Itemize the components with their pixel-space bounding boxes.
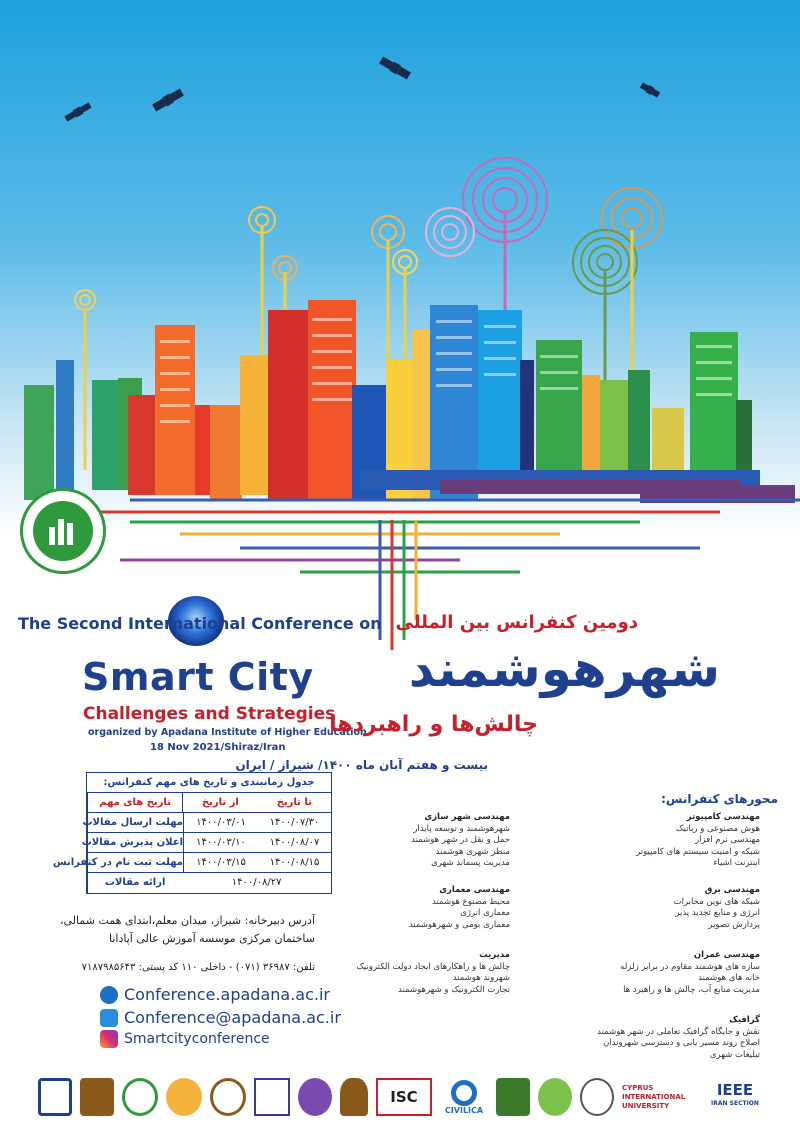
topic-title: مهندسی شهر سازی: [424, 812, 510, 822]
topic-group: [340, 885, 510, 931]
phone-line: تلفن: ۳۶۹۸۷ (۰۷۱) - داخلی ۱۱۰ کد پستی: ۷۱۸۷۹۸۵۶۴۳: [81, 962, 315, 973]
table-cell: مهلت ارسال مقالات: [87, 813, 183, 832]
instagram-icon: [100, 1030, 118, 1048]
sponsor-logo-cyprus: CYPRUS INTERNATIONAL UNIVERSITY: [622, 1083, 686, 1110]
topic-title: گرافیک: [729, 1015, 760, 1025]
topic-group: [590, 812, 760, 870]
table-cell: ۱۴۰۰/۰۸/۱۵: [269, 857, 320, 868]
topic-group: [590, 950, 760, 996]
secretariat-address: [55, 912, 315, 948]
topic-group: [340, 950, 510, 996]
sponsor-logo: [496, 1078, 530, 1116]
topic-item: چالش ها و راهکارهای ایجاد دولت الکترونیک: [356, 961, 510, 972]
instagram-link[interactable]: [100, 1030, 270, 1048]
topic-item: پردازش تصویر: [708, 919, 760, 930]
sponsor-logo: [210, 1078, 246, 1116]
topic-title: مهندسی برق: [704, 885, 760, 895]
conference-seal-logo: [20, 488, 106, 574]
sponsor-logo-isc: ISC: [376, 1078, 432, 1116]
topic-item: مدیریت پسماند شهری: [431, 858, 510, 868]
sponsor-logo: [580, 1078, 614, 1116]
sponsor-logo: [38, 1078, 72, 1116]
topic-item: تبلیغات شهری: [709, 1049, 760, 1060]
conference-pre-title-fa: دومین کنفرانس بین المللی: [395, 612, 638, 633]
email-link[interactable]: [100, 1008, 341, 1027]
sponsor-logo: [166, 1078, 202, 1116]
date-line-fa: بیست و هفتم آبان ماه ۱۴۰۰/ شیراز / ایران: [235, 758, 488, 772]
date-en: 18 Nov 2021/Shiraz/Iran: [150, 742, 286, 753]
topic-item: تجارت الکترونیک و شهرهوشمند: [398, 984, 510, 995]
ieee-section-label: IRAN SECTION: [711, 1100, 759, 1107]
topic-title: مهندسی معماری: [439, 885, 510, 895]
website-link[interactable]: [100, 985, 330, 1004]
civilica-label: CIVILICA: [444, 1105, 484, 1115]
table-cell: ۱۴۰۰/۰۸/۰۷: [269, 837, 320, 848]
sponsor-logo: [122, 1078, 158, 1116]
topic-item: نقش و جایگاه گرافیک تعاملی در شهر هوشمند: [597, 1026, 760, 1037]
topic-item: هوش مصنوعی و رباتیک: [675, 823, 760, 834]
schedule-caption: جدول زمانبندی و تاریخ های مهم کنفرانس:: [87, 773, 331, 793]
table-row: [81, 833, 331, 853]
topic-item: اصلاح روند مسیر یابی و دسترسی شهروندان: [603, 1038, 760, 1048]
table-row: [82, 813, 331, 833]
sponsor-logo: [254, 1078, 290, 1116]
topic-item: معماری انرژی: [460, 908, 510, 918]
topic-item: محیط مصنوع هوشمند: [432, 896, 510, 907]
address-line: آدرس دبیرخانه: شیراز، میدان معلم،ابتدای همت شمالی،: [59, 914, 315, 927]
table-cell: ۱۴۰۰/۰۳/۱۵: [183, 853, 258, 872]
table-cell: ۱۴۰۰/۰۳/۰۱: [183, 813, 258, 832]
sponsor-logo-civilica: [440, 1078, 488, 1116]
topic-item: شهرهوشمند و توسعه پایدار: [413, 823, 510, 834]
topic-item: سازه های هوشمند مقاوم در برابر زلزله: [620, 961, 760, 972]
table-cell: ارائه مقالات: [87, 873, 182, 893]
sponsor-logo-ieee: [702, 1078, 768, 1116]
topic-item: مهندسی نرم افزار: [694, 835, 760, 845]
sponsor-logo: [80, 1078, 114, 1116]
topic-item: شبکه های نوین مخابرات: [673, 896, 760, 907]
topic-title: مهندسی کامپیوتر: [686, 812, 760, 822]
topic-item: خانه های هوشمند: [698, 973, 760, 983]
header-cell: تا تاریخ: [276, 797, 312, 808]
topic-title: مدیریت: [479, 950, 510, 960]
conference-title-en: Smart City: [82, 655, 314, 699]
topic-item: شبکه و امنیت سیستم های کامپیوتر: [636, 846, 760, 857]
topic-item: منظر شهری هوشمند: [435, 846, 510, 857]
topic-item: حمل و نقل در شهر هوشمند: [411, 835, 510, 845]
instagram-text[interactable]: Smartcityconference: [124, 1031, 270, 1047]
topic-item: معماری بومی و شهرهوشمند: [408, 919, 510, 930]
sponsor-logo: [340, 1078, 368, 1116]
topic-item: مدیریت منابع آب، چالش ها و راهبرد ها: [623, 984, 760, 995]
conference-subtitle-fa: چالش‌ها و راهبردها: [329, 712, 538, 737]
table-cell: ۱۴۰۰/۰۷/۳۰: [269, 817, 320, 828]
conference-subtitle-en: Challenges and Strategies: [83, 704, 336, 724]
sponsor-logo: [298, 1078, 332, 1116]
topics-heading: محورهای کنفرانس:: [661, 792, 778, 806]
topic-item: انرژی و منابع تجدید پذیر: [675, 908, 760, 918]
website-text[interactable]: Conference.apadana.ac.ir: [124, 985, 330, 1004]
topic-group: [590, 885, 760, 931]
topic-group: [540, 1015, 760, 1061]
topic-group: [340, 812, 510, 870]
organizer-en: organized by Apadana Institute of Higher Education: [88, 727, 367, 738]
table-cell: ۱۴۰۰/۰۳/۱۰: [183, 833, 258, 852]
conference-title-fa: شهرهوشمند: [408, 640, 720, 698]
address-line: ساختمان مرکزی موسسه آموزش عالی آپادانا: [109, 932, 315, 945]
topic-item: شهروند هوشمند: [452, 973, 510, 983]
sponsor-logo: [538, 1078, 572, 1116]
email-text[interactable]: Conference@apadana.ac.ir: [124, 1008, 341, 1027]
table-cell: اعلان پذیرش مقالات: [87, 833, 183, 852]
website-icon: [100, 986, 118, 1004]
schedule-table: [52, 772, 332, 894]
table-header-row: [87, 793, 331, 813]
conference-line-en: The Second International Conference on: [18, 614, 382, 633]
table-cell: مهلت ثبت نام در کنفرانس: [87, 853, 183, 872]
email-icon: [100, 1009, 118, 1027]
table-row: [52, 853, 331, 873]
topic-item: اینترنت اشیاء: [713, 858, 760, 868]
table-row: [87, 873, 331, 893]
header-cell: از تاریخ: [182, 793, 257, 812]
table-cell: ۱۴۰۰/۰۸/۲۷: [231, 877, 282, 888]
topic-title: مهندسی عمران: [693, 950, 760, 960]
sponsor-logo-row: [38, 1074, 768, 1120]
header-cell: تاریخ های مهم: [87, 793, 182, 812]
ieee-label: IEEE: [716, 1081, 754, 1099]
